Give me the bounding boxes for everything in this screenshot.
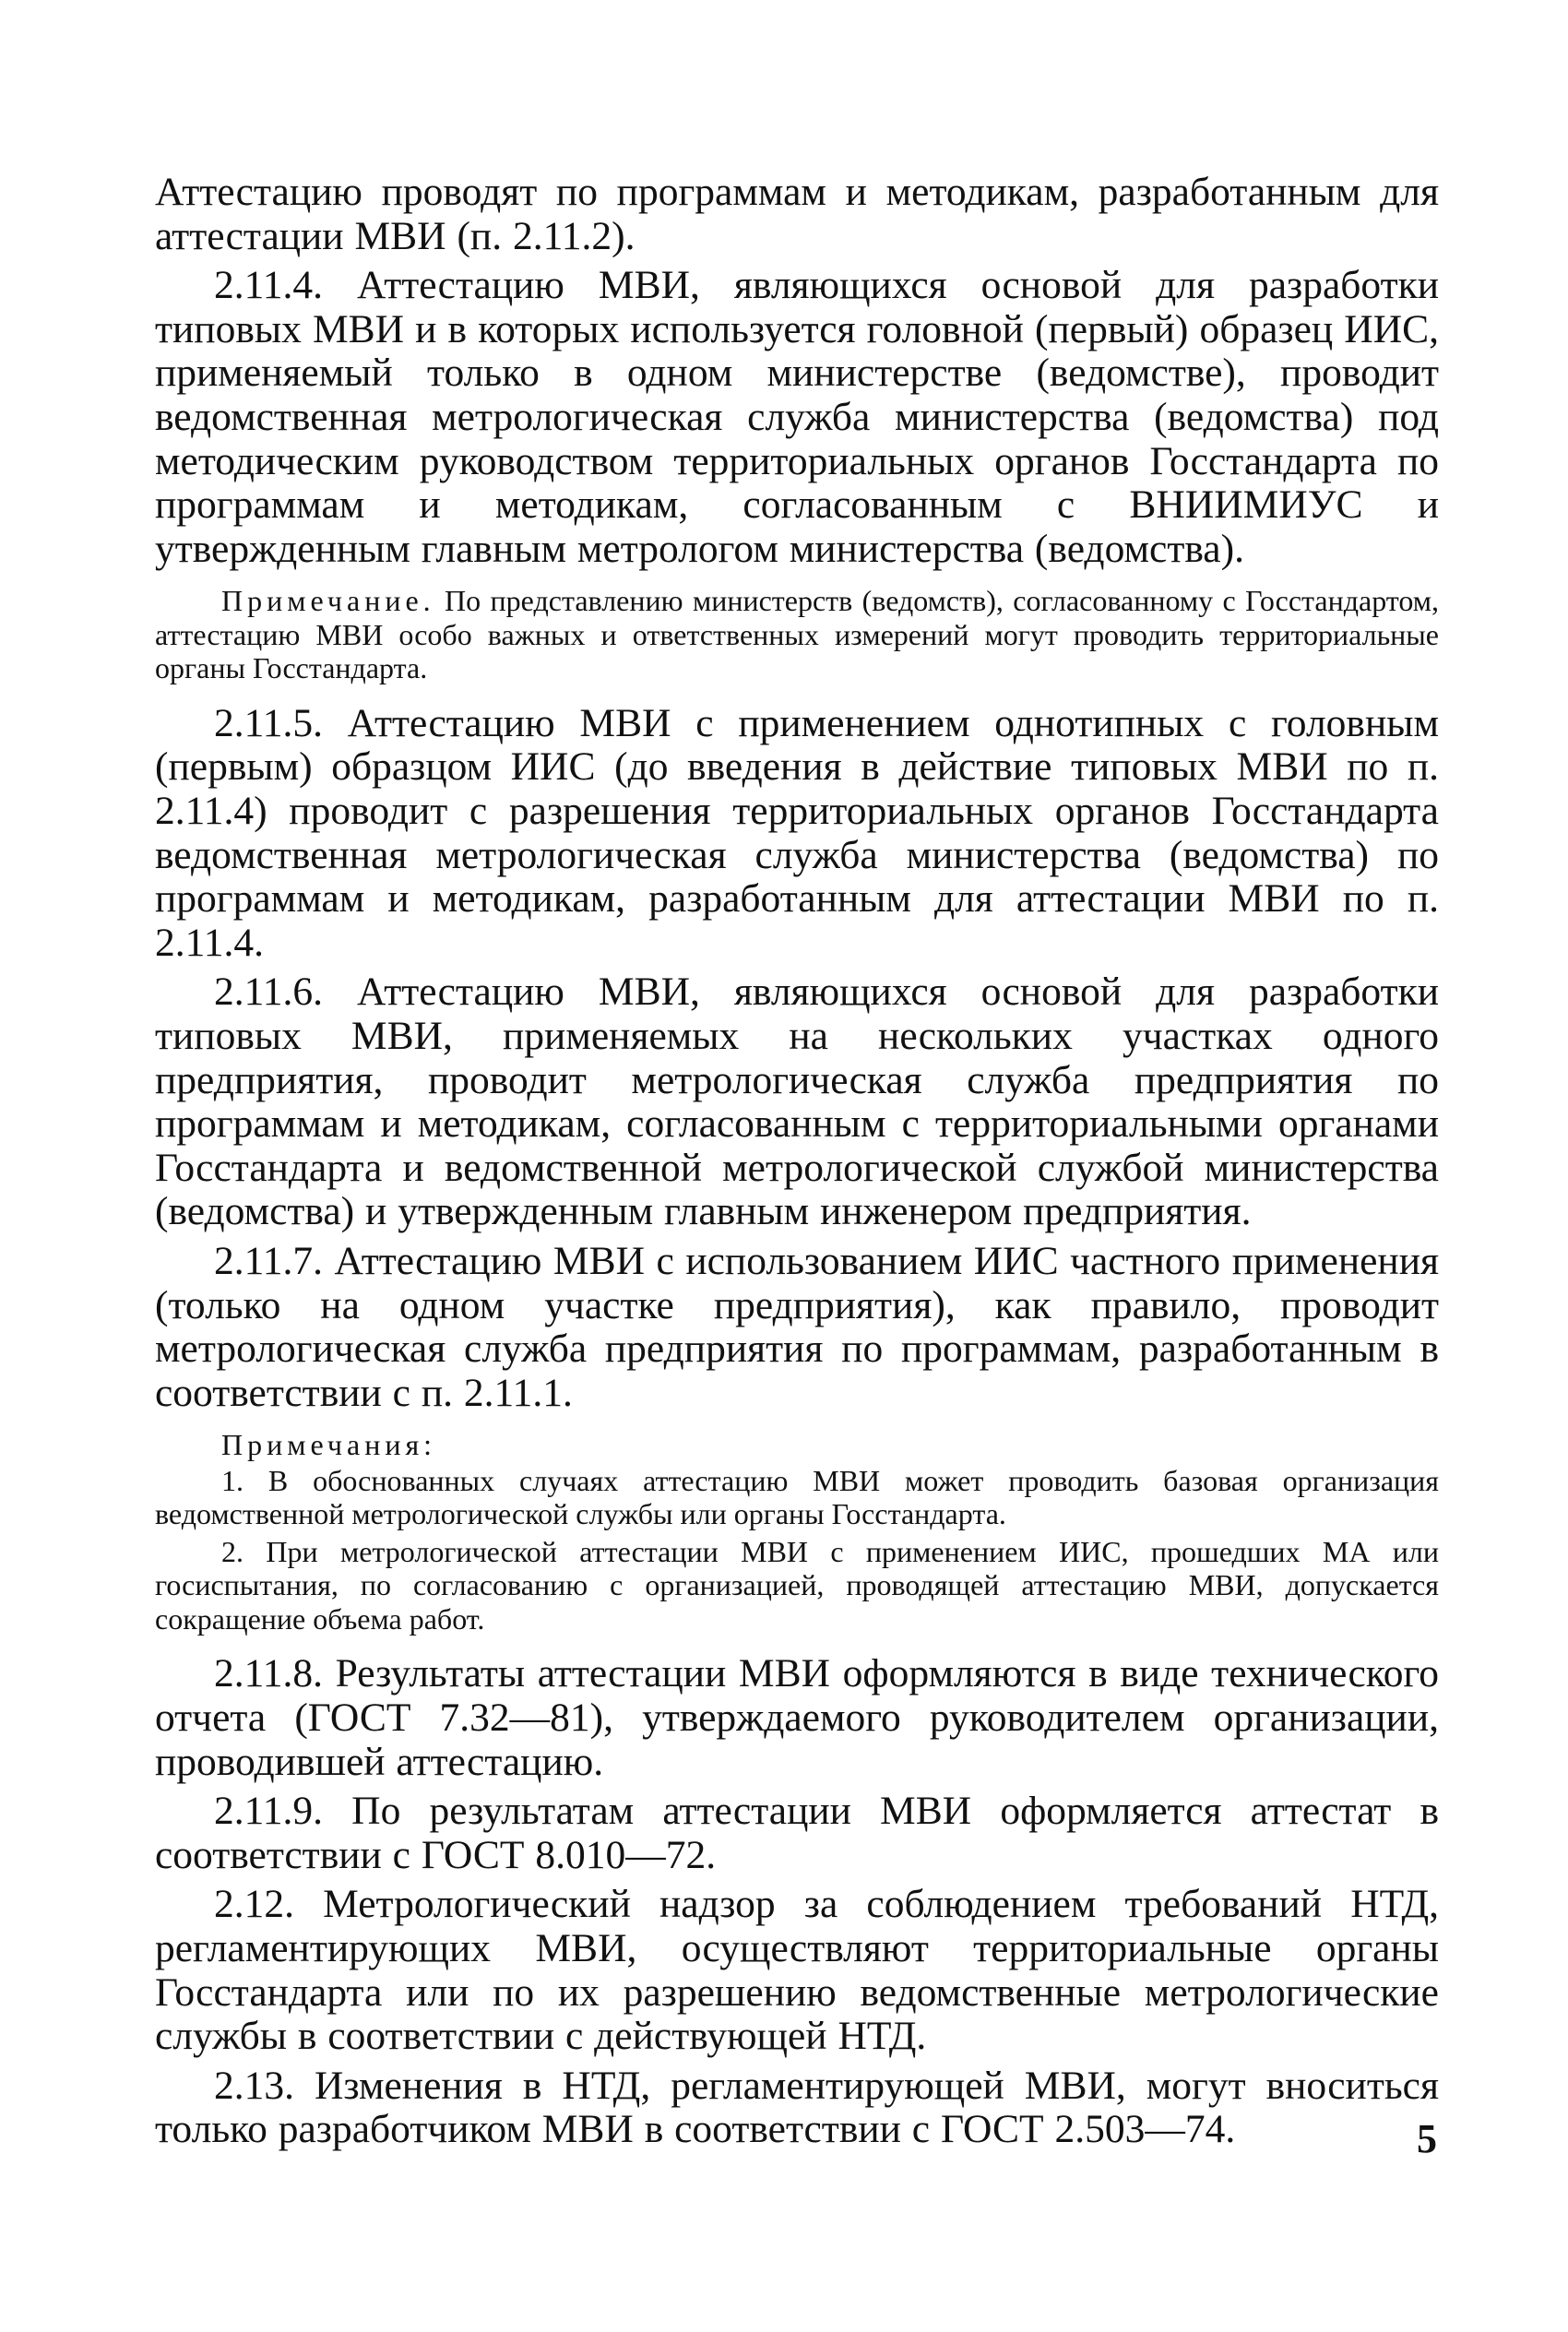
note-item-1: 1. В обоснованных случаях аттестацию МВИ может проводить базовая организация ведомственной метрологической службы или органы Госстандарта. <box>155 1463 1439 1531</box>
note-1 <box>155 584 1439 685</box>
note-1-label: Примечание. <box>221 584 435 618</box>
paragraph-intro: Аттестацию проводят по программам и методикам, разработанным для аттестации МВИ (п. 2.11.2). <box>155 170 1439 258</box>
paragraph-2-11-6: 2.11.6. Аттестацию МВИ, являющихся основой для разработки типовых МВИ, применяемых на нескольких участках одного предприятия, проводит метрологическая служба предприятия по программам и методикам, согласованным с территориальными органами Госстандарта и ведомственной метрологической службой министерства (ведомства) и утвержденным главным инженером предприятия. <box>155 970 1439 1234</box>
paragraph-2-11-7: 2.11.7. Аттестацию МВИ с использованием ИИС частного применения (только на одном участке предприятия), как правило, проводит метрологическая служба предприятия по программам, разработанным в соответствии с п. 2.11.1. <box>155 1238 1439 1415</box>
note-1-text: По представлению министерств (ведомств), согласованному с Госстандартом, аттестацию МВИ особо важных и ответственных измерений могут проводить территориальные органы Госстандарта. <box>155 584 1440 685</box>
note-block-1 <box>155 584 1439 685</box>
notes-block-2 <box>155 1428 1439 1636</box>
document-page <box>155 171 1439 2152</box>
paragraph-2-13: 2.13. Изменения в НТД, регламентирующей МВИ, могут вноситься только разработчиком МВИ в соответствии с ГОСТ 2.503—74. <box>155 2063 1439 2152</box>
paragraph-2-12: 2.12. Метрологический надзор за соблюдением требований НТД, регламентирующих МВИ, осуществляют территориальные органы Госстандарта или по их разрешению ведомственные метрологические службы в соответствии с действующей НТД. <box>155 1882 1439 2059</box>
paragraph-2-11-9: 2.11.9. По результатам аттестации МВИ оформляется аттестат в соответствии с ГОСТ 8.010—72. <box>155 1789 1439 1877</box>
paragraph-2-11-4: 2.11.4. Аттестацию МВИ, являющихся основой для разработки типовых МВИ и в которых используется головной (первый) образец ИИС, применяемый только в одном министерстве (ведомстве), проводит ведомственная метрологическая служба министерства (ведомства) под методическим руководством территориальных органов Госстандарта по программам и методикам, согласованным с ВНИИМИУС и утвержденным главным метрологом министерства (ведомства). <box>155 263 1439 571</box>
page-number: 5 <box>1417 2116 1437 2161</box>
notes-heading: Примечания: <box>221 1428 437 1462</box>
paragraph-2-11-8: 2.11.8. Результаты аттестации МВИ оформляются в виде технического отчета (ГОСТ 7.32—81), утверждаемого руководителем организации, проводившей аттестацию. <box>155 1651 1439 1784</box>
note-item-2: 2. При метрологической аттестации МВИ с применением ИИС, прошедших МА или госиспытания, по согласованию с организацией, проводящей аттестацию МВИ, допускается сокращение объема работ. <box>155 1534 1439 1636</box>
paragraph-2-11-5: 2.11.5. Аттестацию МВИ с применением однотипных с головным (первым) образцом ИИС (до введения в действие типовых МВИ по п. 2.11.4) проводит с разрешения территориальных органов Госстандарта ведомственная метрологическая служба министерства (ведомства) по программам и методикам, разработанным для аттестации МВИ по п. 2.11.4. <box>155 700 1439 965</box>
